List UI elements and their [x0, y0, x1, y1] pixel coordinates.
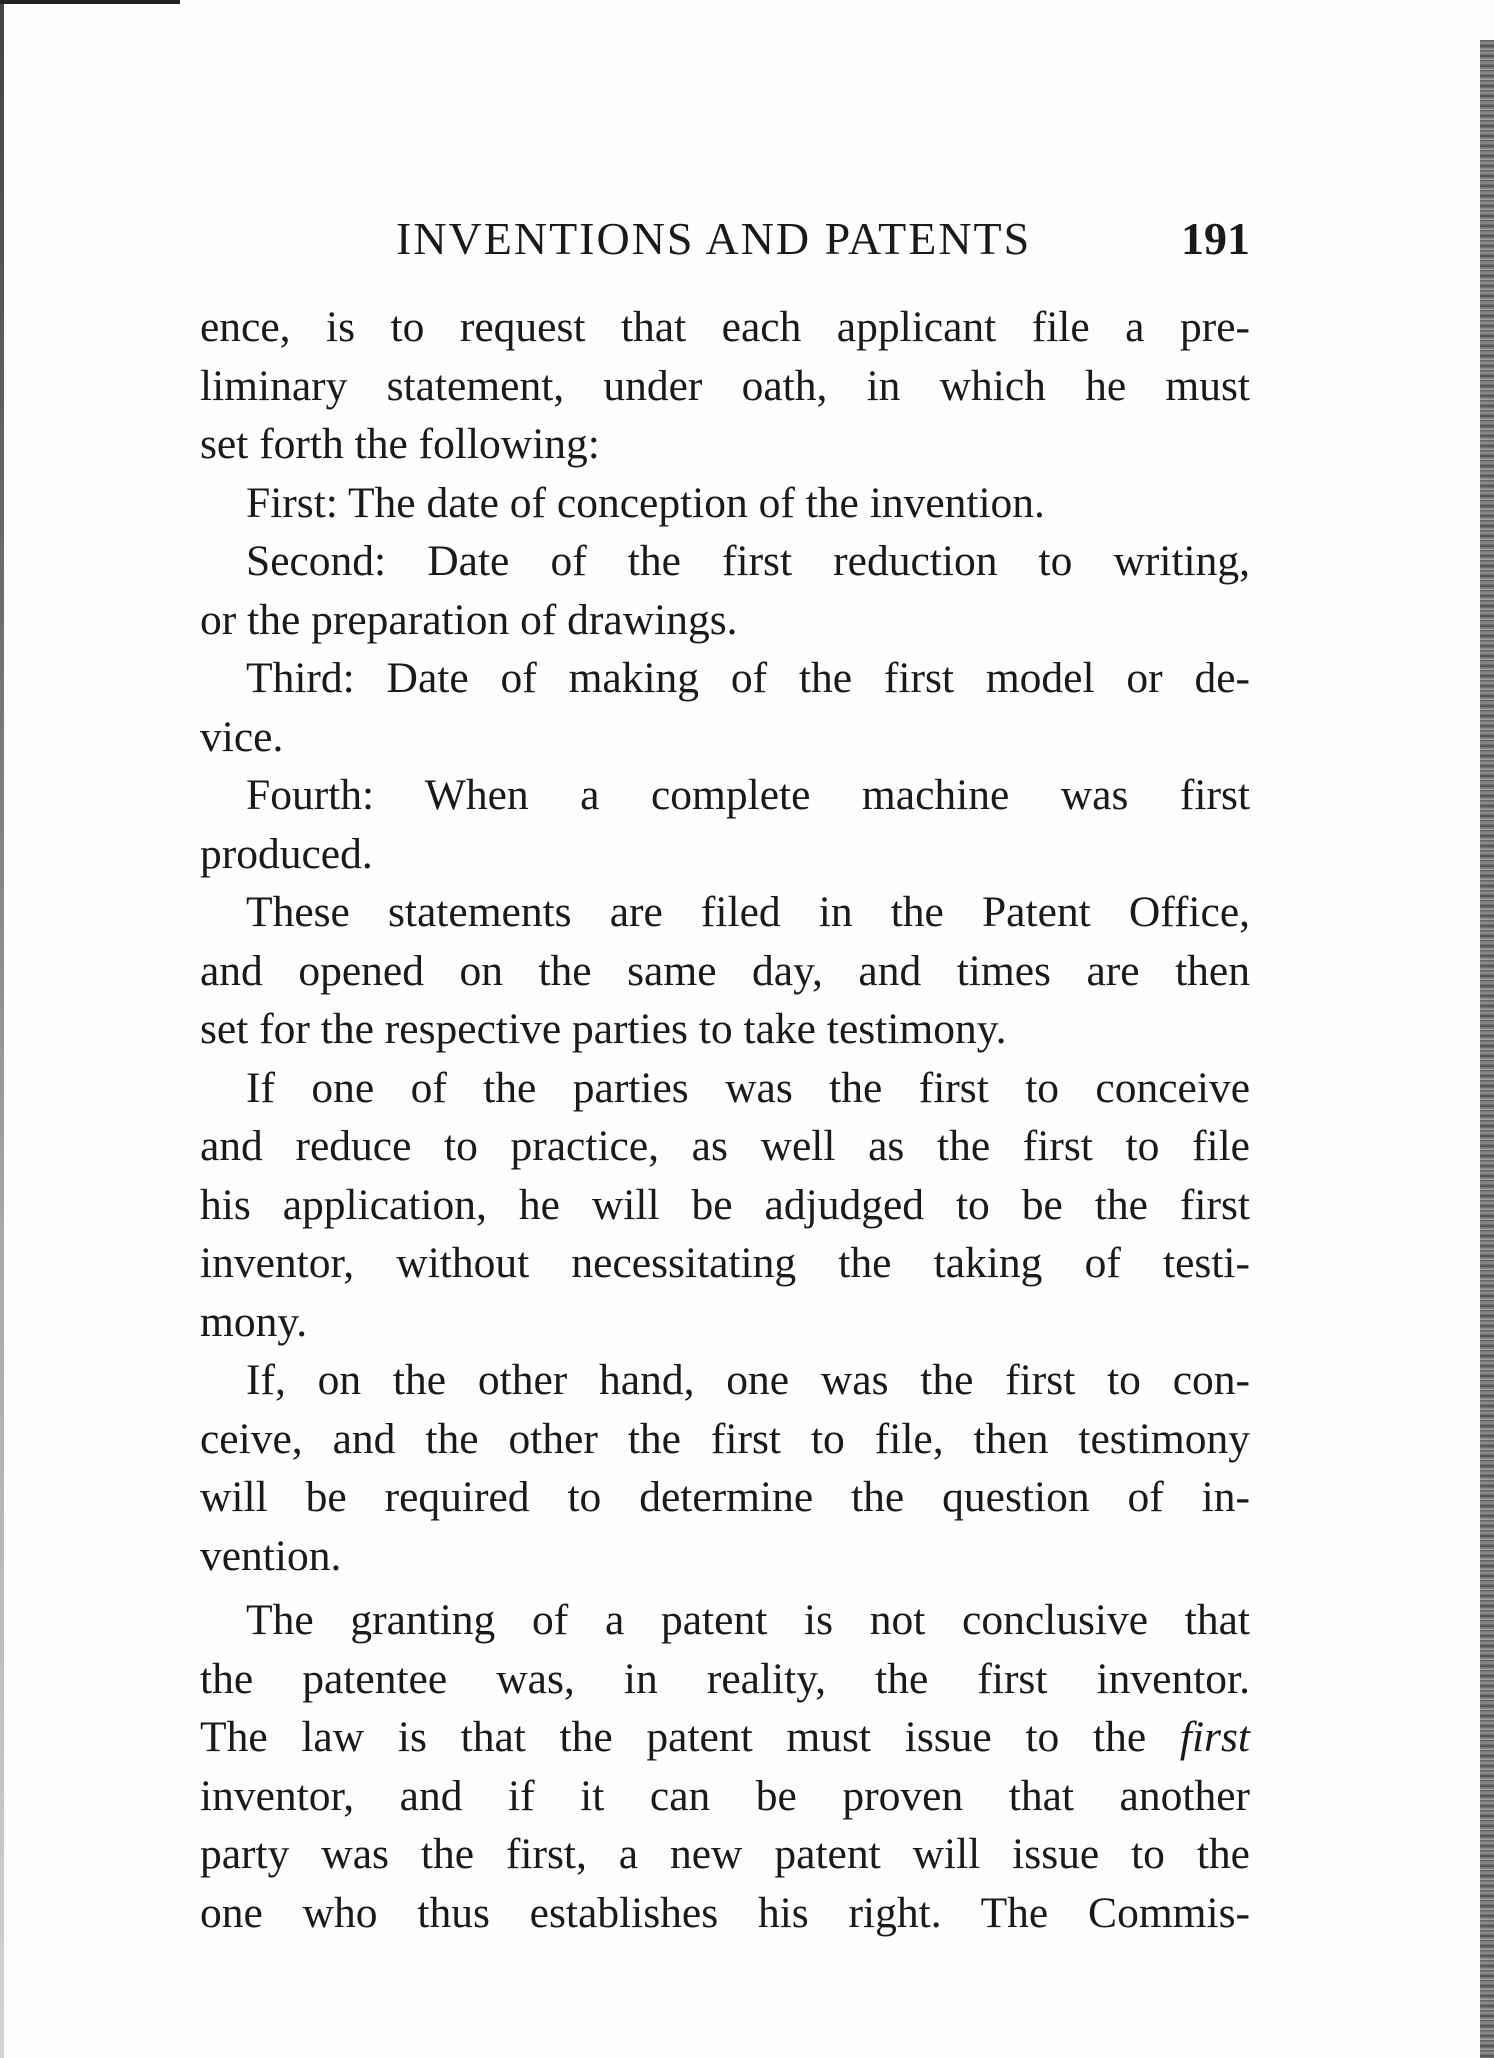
page-header: [200, 212, 1250, 272]
paragraph-2: [200, 474, 1250, 533]
text-line: ence, is to request that each applicant file a pre-: [200, 303, 1250, 351]
scan-edge-left: [0, 0, 4, 2058]
paragraph-1: [200, 298, 1250, 474]
paragraph-3: [200, 532, 1250, 649]
scan-edge-top: [0, 0, 180, 4]
page-number: 191: [1181, 213, 1250, 264]
text-line: the patentee was, in reality, the first inventor.: [200, 1654, 1250, 1703]
text-line: and opened on the same day, and times are then: [200, 946, 1250, 995]
paragraph-8: [200, 1351, 1250, 1585]
text-line: or the preparation of drawings.: [200, 595, 738, 644]
text-line: produced.: [200, 829, 373, 878]
text-line: [200, 1708, 1250, 1767]
scan-edge-right: [1480, 40, 1494, 2058]
running-head: INVENTIONS AND PATENTS: [396, 213, 1032, 264]
text-line: vention.: [200, 1531, 342, 1580]
text-line: First: The date of conception of the invention.: [246, 478, 1045, 527]
text-line: Fourth: When a complete machine was first: [246, 771, 1250, 819]
text-line: party was the first, a new patent will issue to the: [200, 1830, 1250, 1878]
text-line: Second: Date of the first reduction to writing,: [246, 537, 1250, 585]
text-line: ceive, and the other the first to file, then testimony: [200, 1414, 1250, 1463]
text-line: If one of the parties was the first to conceive: [246, 1063, 1250, 1112]
text-line: set for the respective parties to take testimony.: [200, 1005, 1007, 1053]
text-line: liminary statement, under oath, in which he must: [200, 361, 1250, 410]
text-line: will be required to determine the question of in-: [200, 1473, 1250, 1521]
text-segment: The law is that the patent must issue to the: [200, 1713, 1180, 1761]
text-line: inventor, without necessitating the taking of testi-: [200, 1239, 1250, 1287]
text-line: set forth the following:: [200, 420, 600, 468]
italic-word: first: [1179, 1713, 1250, 1761]
body-text: [200, 298, 1250, 1942]
text-line: If, on the other hand, one was the first to con-: [246, 1356, 1250, 1404]
text-line: vice.: [200, 712, 284, 761]
text-line: one who thus establishes his right. The Commis-: [200, 1888, 1250, 1937]
text-line: inventor, and if it can be proven that another: [200, 1771, 1250, 1820]
text-line: and reduce to practice, as well as the first to file: [200, 1122, 1250, 1170]
text-line: These statements are filed in the Patent Office,: [246, 888, 1250, 936]
paragraph-7: [200, 1059, 1250, 1352]
text-line: mony.: [200, 1297, 308, 1346]
text-line: Third: Date of making of the first model or de-: [246, 654, 1250, 702]
paragraph-6: [200, 883, 1250, 1059]
text-line: his application, he will be adjudged to be the first: [200, 1180, 1250, 1229]
paragraph-4: [200, 649, 1250, 766]
paragraph-5: [200, 766, 1250, 883]
text-line: The granting of a patent is not conclusive that: [246, 1596, 1250, 1644]
paragraph-9: [200, 1591, 1250, 1942]
